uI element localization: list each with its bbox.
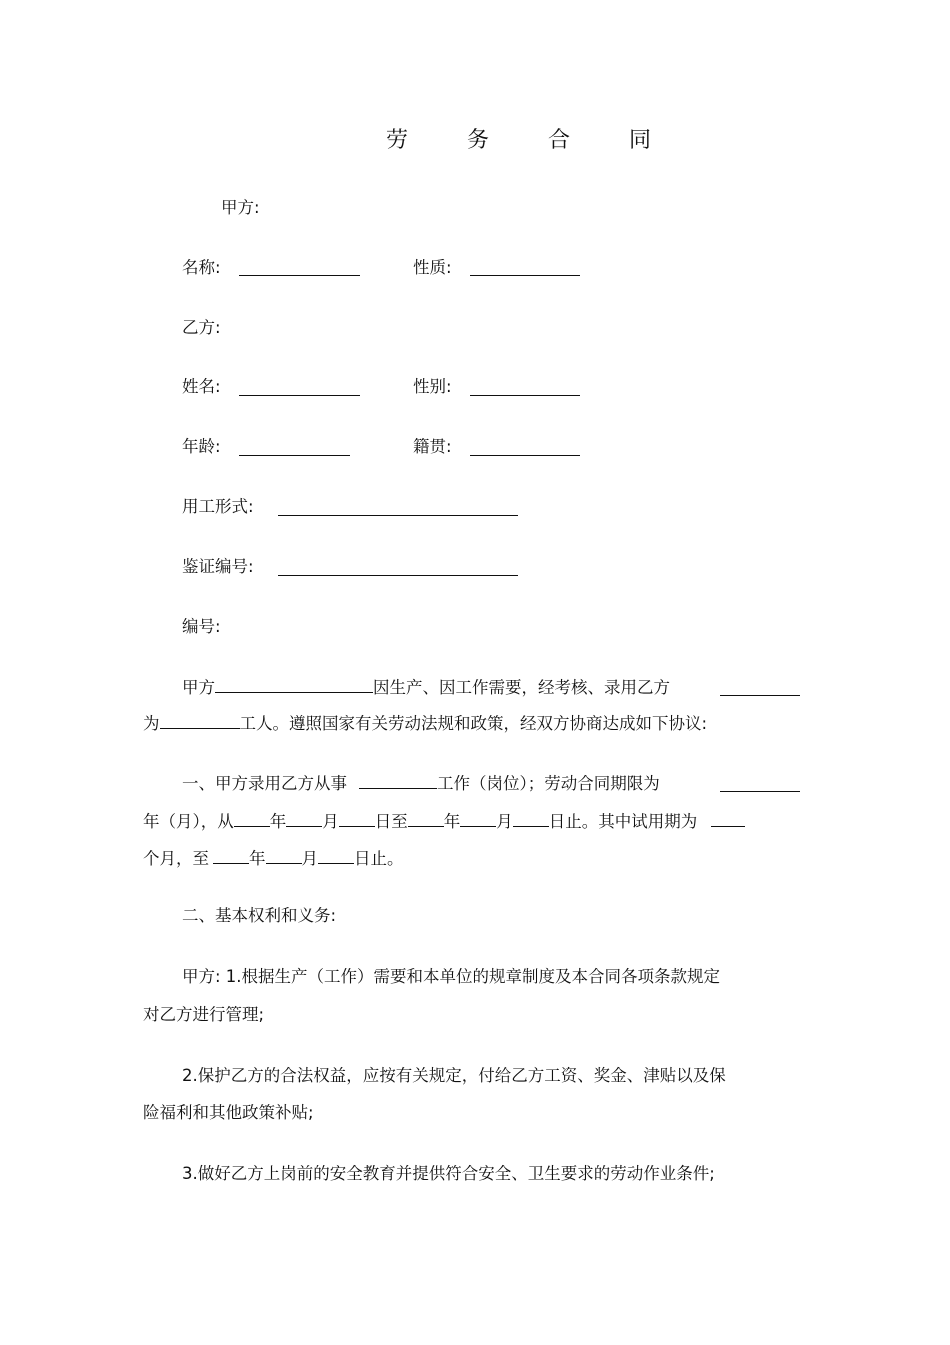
party-b-age-blank[interactable] <box>239 440 350 456</box>
intro-line-2 <box>143 714 707 734</box>
verification-no-blank[interactable] <box>278 560 518 576</box>
intro-line-1 <box>182 678 670 698</box>
clause2-heading: 二、基本权利和义务: <box>182 906 337 925</box>
party-a-nature-label: 性质: <box>413 258 452 277</box>
clause1-year-3: 年 <box>249 849 266 868</box>
intro-worker-type-blank[interactable] <box>160 714 240 729</box>
clause2-a1-line1: 甲方: 1.根据生产（工作）需要和本单位的规章制度及本合同各项条款规定 <box>182 967 721 986</box>
clause1-month-2: 月 <box>496 812 513 831</box>
clause2-a1-line2: 对乙方进行管理; <box>143 1005 265 1024</box>
intro-seg4: 工人。遵照国家有关劳动法规和政策，经双方协商达成如下协议: <box>239 714 708 733</box>
clause2-a2-line1: 2.保护乙方的合法权益，应按有关规定，付给乙方工资、奖金、津贴以及保 <box>182 1066 726 1085</box>
party-b-label: 乙方: <box>182 318 221 337</box>
clause2-a3-line1: 3.做好乙方上岗前的安全教育并提供符合安全、卫生要求的劳动作业条件; <box>182 1164 715 1183</box>
clause1-line-3 <box>143 849 404 869</box>
clause1-day-end: 日止。 <box>354 849 404 868</box>
party-a-name-row <box>182 258 221 278</box>
clause1-year-2: 年 <box>443 812 461 831</box>
party-b-name-label: 姓名: <box>182 377 221 396</box>
trial-months-blank[interactable] <box>711 812 745 827</box>
clause1-line-2 <box>143 812 745 832</box>
clause1-job-blank[interactable] <box>359 774 437 789</box>
party-b-gender-blank[interactable] <box>470 380 580 396</box>
party-a-name-blank[interactable] <box>239 260 360 276</box>
intro-seg2: 因生产、因工作需要，经考核、录用乙方 <box>373 678 670 697</box>
start-month-blank[interactable] <box>286 812 322 827</box>
page-title: 劳 务 合 同 <box>386 128 677 153</box>
start-year-blank[interactable] <box>234 812 270 827</box>
clause2-a2-line2: 险福利和其他政策补贴; <box>143 1103 314 1122</box>
party-a-label: 甲方: <box>221 198 260 217</box>
end-day-blank[interactable] <box>513 812 549 827</box>
intro-party-b-blank[interactable] <box>720 680 800 696</box>
clause1-day-to: 日至 <box>374 812 408 831</box>
party-b-age-label: 年龄: <box>182 437 221 456</box>
end-year-blank[interactable] <box>408 812 444 827</box>
number-label: 编号: <box>182 617 221 636</box>
clause1-line-1 <box>182 774 660 794</box>
party-b-origin-blank[interactable] <box>470 440 580 456</box>
clause1-month-3: 月 <box>301 849 318 868</box>
clause1-year-month: 年（月），从 <box>143 812 234 831</box>
intro-employer-blank[interactable] <box>215 678 373 693</box>
intro-seg1: 甲方 <box>182 678 215 697</box>
party-a-nature-blank[interactable] <box>470 260 580 276</box>
party-b-gender-label: 性别: <box>413 377 452 396</box>
party-b-name-blank[interactable] <box>239 380 360 396</box>
trial-end-month-blank[interactable] <box>266 849 302 864</box>
verification-no-label: 鉴证编号: <box>182 557 254 576</box>
employment-form-label: 用工形式: <box>182 497 254 516</box>
clause1-term-blank[interactable] <box>720 776 800 792</box>
clause1-seg2: 工作（岗位）；劳动合同期限为 <box>437 774 660 793</box>
party-a-name-label: 名称: <box>182 258 221 277</box>
trial-end-day-blank[interactable] <box>318 849 354 864</box>
clause1-months-to: 个月，至 <box>143 849 209 868</box>
trial-end-year-blank[interactable] <box>213 849 249 864</box>
clause1-year-1: 年 <box>269 812 287 831</box>
clause1-day-end-trial: 日止。其中试用期为 <box>548 812 698 831</box>
start-day-blank[interactable] <box>339 812 375 827</box>
end-month-blank[interactable] <box>460 812 496 827</box>
party-b-origin-label: 籍贯: <box>413 437 452 456</box>
intro-seg3: 为 <box>143 714 160 733</box>
clause1-month-1: 月 <box>322 812 339 831</box>
employment-form-blank[interactable] <box>278 500 518 516</box>
clause1-seg1: 一、甲方录用乙方从事 <box>182 774 347 793</box>
